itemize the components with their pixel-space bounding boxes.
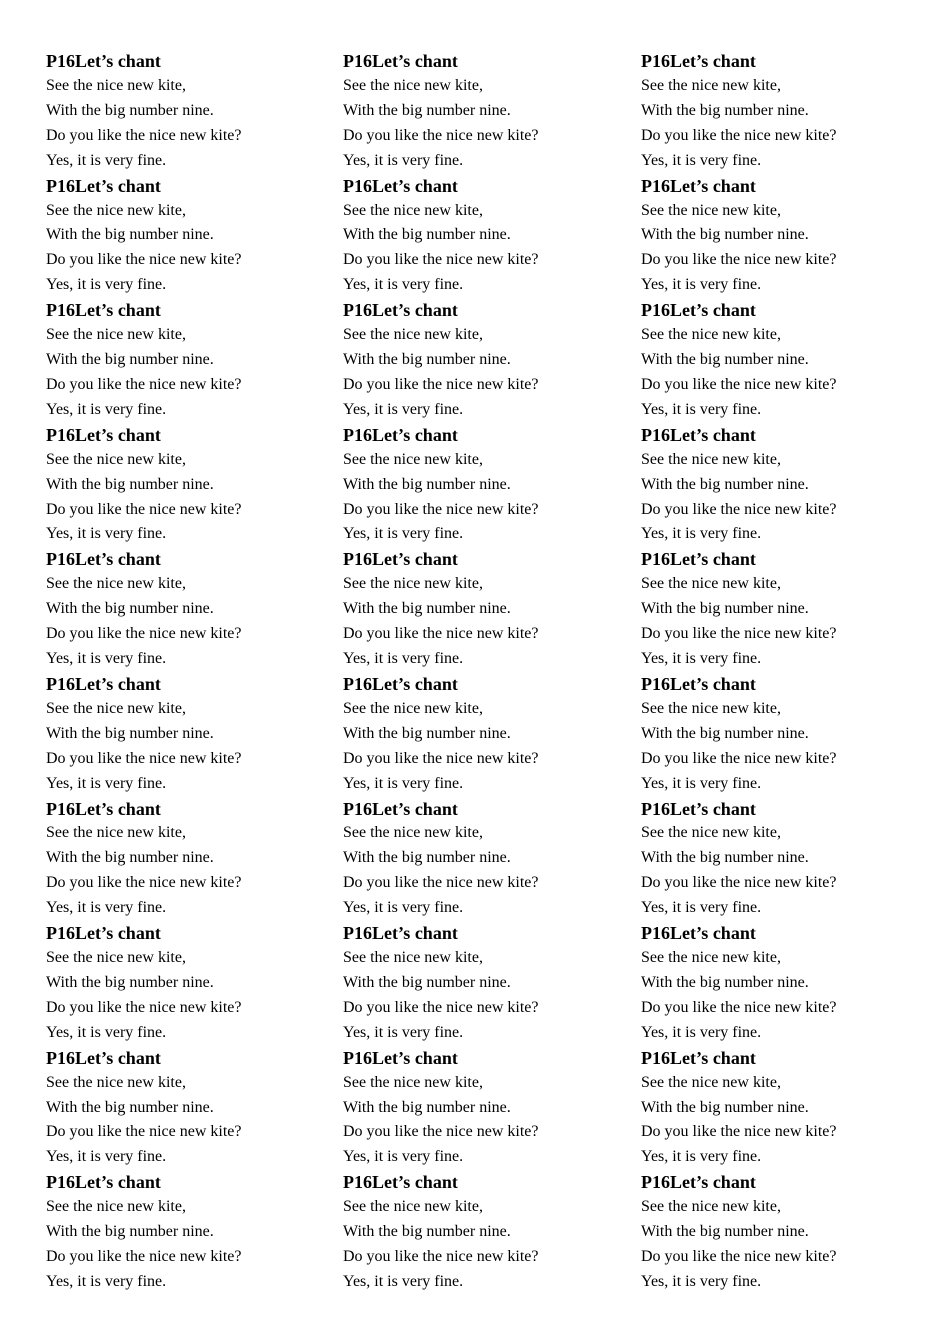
chant-line: See the nice new kite,: [641, 699, 781, 717]
chant-line: With the big number nine.: [343, 849, 511, 867]
chant-line: With the big number nine.: [641, 849, 809, 867]
chant-line: Do you like the nice new kite?: [46, 1123, 242, 1141]
chant-line: See the nice new kite,: [46, 201, 186, 219]
chant-title: P16Let’s chant: [641, 923, 756, 944]
chant-line: See the nice new kite,: [343, 1073, 483, 1091]
chant-row: [0, 423, 950, 548]
chant-line: Yes, it is very fine.: [641, 151, 762, 169]
chant-line: See the nice new kite,: [641, 824, 781, 842]
chant-title: P16Let’s chant: [46, 51, 161, 71]
chant-line: Do you like the nice new kite?: [46, 500, 242, 518]
chant-line: With the big number nine.: [343, 600, 511, 618]
chant-title: P16Let’s chant: [343, 1047, 458, 1068]
chant-line: Yes, it is very fine.: [641, 1148, 762, 1166]
chant-line: Do you like the nice new kite?: [641, 251, 837, 269]
chant-line: See the nice new kite,: [46, 699, 186, 717]
chant-block: [641, 797, 891, 922]
chant-line: Do you like the nice new kite?: [343, 749, 539, 767]
chant-line: Yes, it is very fine.: [641, 400, 762, 418]
chant-title: P16Let’s chant: [641, 175, 756, 196]
chant-line: See the nice new kite,: [641, 949, 781, 967]
chant-title: P16Let’s chant: [641, 673, 756, 694]
chant-block: [46, 1170, 343, 1295]
chant-block: [641, 174, 891, 299]
chant-block: [641, 298, 891, 423]
chant-line: With the big number nine.: [641, 600, 809, 618]
chant-title: P16Let’s chant: [343, 300, 458, 321]
chant-title: P16Let’s chant: [343, 424, 458, 445]
chant-title: P16Let’s chant: [343, 175, 458, 196]
chant-line: With the big number nine.: [343, 1223, 511, 1241]
chant-line: Do you like the nice new kite?: [46, 998, 242, 1016]
chant-row: [0, 672, 950, 797]
chant-line: See the nice new kite,: [46, 450, 186, 468]
chant-title: P16Let’s chant: [46, 1047, 161, 1068]
chant-line: See the nice new kite,: [641, 76, 781, 94]
chant-row: [0, 797, 950, 922]
chant-line: With the big number nine.: [46, 973, 214, 991]
chant-line: See the nice new kite,: [641, 326, 781, 344]
chant-line: With the big number nine.: [46, 351, 214, 368]
chant-line: Do you like the nice new kite?: [343, 998, 539, 1016]
chant-title: P16Let’s chant: [641, 1172, 756, 1193]
chant-block: [46, 174, 343, 299]
chant-block: [641, 423, 891, 548]
chant-line: With the big number nine.: [46, 101, 214, 119]
chant-line: See the nice new kite,: [46, 1198, 186, 1216]
chant-block: [343, 547, 641, 672]
chant-title: P16Let’s chant: [641, 549, 756, 570]
chant-block: [343, 174, 641, 299]
chant-title: P16Let’s chant: [641, 798, 756, 819]
chant-line: See the nice new kite,: [343, 450, 483, 468]
chant-row: [0, 298, 950, 423]
chant-line: Yes, it is very fine.: [641, 774, 762, 792]
chant-line: With the big number nine.: [641, 226, 809, 244]
chant-line: Do you like the nice new kite?: [46, 874, 242, 892]
chant-block: [46, 547, 343, 672]
chant-line: Yes, it is very fine.: [641, 899, 762, 917]
chant-line: Do you like the nice new kite?: [46, 251, 242, 269]
chant-line: Yes, it is very fine.: [46, 774, 167, 792]
chant-title: P16Let’s chant: [343, 549, 458, 570]
chant-line: With the big number nine.: [343, 226, 511, 244]
chant-line: With the big number nine.: [641, 101, 809, 119]
chant-block: [641, 547, 891, 672]
chant-line: Do you like the nice new kite?: [46, 749, 242, 767]
chant-line: Do you like the nice new kite?: [641, 1248, 837, 1266]
chant-title: P16Let’s chant: [46, 923, 161, 944]
chant-block: [46, 298, 343, 423]
chant-line: Do you like the nice new kite?: [641, 625, 837, 643]
chant-line: With the big number nine.: [343, 973, 511, 991]
chant-block: [641, 1170, 891, 1295]
chant-line: Yes, it is very fine.: [641, 276, 762, 294]
chant-line: With the big number nine.: [641, 973, 809, 991]
chant-block: [641, 921, 891, 1046]
chant-line: With the big number nine.: [641, 1223, 809, 1241]
chant-line: Yes, it is very fine.: [343, 774, 464, 792]
chant-line: With the big number nine.: [46, 849, 214, 867]
chant-title: P16Let’s chant: [343, 1172, 458, 1193]
chant-title: P16Let’s chant: [343, 673, 458, 694]
chant-title: P16Let’s chant: [46, 300, 161, 321]
chant-block: [641, 1046, 891, 1171]
chant-line: See the nice new kite,: [343, 575, 483, 593]
chant-line: Do you like the nice new kite?: [343, 375, 539, 393]
chant-line: See the nice new kite,: [641, 1073, 781, 1091]
chant-title: P16Let’s chant: [641, 424, 756, 445]
chant-line: With the big number nine.: [46, 724, 214, 742]
chant-row: [0, 49, 950, 174]
chant-title: P16Let’s chant: [46, 673, 161, 694]
chant-line: See the nice new kite,: [46, 949, 186, 967]
chant-line: See the nice new kite,: [46, 1073, 186, 1091]
chant-line: With the big number nine.: [46, 1098, 214, 1116]
chant-line: Do you like the nice new kite?: [343, 1248, 539, 1266]
chant-line: Do you like the nice new kite?: [343, 625, 539, 643]
chant-line: Do you like the nice new kite?: [343, 126, 539, 144]
chant-line: With the big number nine.: [641, 724, 809, 742]
chant-line: Yes, it is very fine.: [641, 1272, 762, 1290]
chant-block: [343, 423, 641, 548]
chant-line: With the big number nine.: [46, 1223, 214, 1241]
chant-title: P16Let’s chant: [46, 175, 161, 196]
chant-line: See the nice new kite,: [343, 201, 483, 219]
chant-line: Do you like the nice new kite?: [641, 500, 837, 518]
chant-line: Yes, it is very fine.: [343, 650, 464, 667]
chant-line: Do you like the nice new kite?: [641, 1123, 837, 1141]
chant-line: Yes, it is very fine.: [343, 1023, 464, 1041]
chant-line: Yes, it is very fine.: [641, 650, 762, 667]
chant-title: P16Let’s chant: [46, 798, 161, 819]
chant-line: Do you like the nice new kite?: [343, 874, 539, 892]
chant-row: [0, 921, 950, 1046]
chant-block: [343, 797, 641, 922]
chant-block: [46, 423, 343, 548]
chant-block: [46, 672, 343, 797]
chant-line: See the nice new kite,: [46, 575, 186, 593]
chant-line: See the nice new kite,: [343, 824, 483, 842]
chant-line: See the nice new kite,: [46, 326, 186, 344]
chant-title: P16Let’s chant: [343, 798, 458, 819]
chant-line: Yes, it is very fine.: [46, 525, 167, 543]
chant-line: Do you like the nice new kite?: [343, 500, 539, 518]
chant-line: Yes, it is very fine.: [641, 1023, 762, 1041]
chant-block: [46, 797, 343, 922]
chant-line: See the nice new kite,: [641, 201, 781, 219]
chant-line: See the nice new kite,: [46, 824, 186, 842]
chant-title: P16Let’s chant: [46, 549, 161, 570]
chant-line: See the nice new kite,: [46, 76, 186, 94]
chant-line: Yes, it is very fine.: [641, 525, 762, 543]
chant-row: [0, 174, 950, 299]
chant-line: Do you like the nice new kite?: [46, 126, 242, 144]
chant-line: Yes, it is very fine.: [46, 1272, 167, 1290]
chant-line: See the nice new kite,: [343, 949, 483, 967]
chant-line: See the nice new kite,: [641, 575, 781, 593]
chant-title: P16Let’s chant: [641, 1047, 756, 1068]
chant-title: P16Let’s chant: [46, 1172, 161, 1193]
chant-line: Yes, it is very fine.: [46, 1023, 167, 1041]
chant-block: [343, 672, 641, 797]
chant-line: Yes, it is very fine.: [46, 899, 167, 917]
chant-line: Yes, it is very fine.: [343, 525, 464, 543]
chant-line: With the big number nine.: [343, 101, 511, 119]
chant-block: [343, 921, 641, 1046]
chant-block: [641, 49, 891, 174]
chant-row: [0, 1170, 950, 1295]
chant-line: With the big number nine.: [46, 226, 214, 244]
chant-line: See the nice new kite,: [641, 450, 781, 468]
chant-line: With the big number nine.: [343, 351, 511, 368]
chant-line: Yes, it is very fine.: [343, 899, 464, 917]
chant-line: See the nice new kite,: [343, 1198, 483, 1216]
chant-line: With the big number nine.: [343, 724, 511, 742]
chant-block: [46, 1046, 343, 1171]
chant-block: [343, 49, 641, 174]
chant-line: Yes, it is very fine.: [343, 1148, 464, 1166]
chant-line: With the big number nine.: [46, 475, 214, 493]
chant-line: Do you like the nice new kite?: [46, 375, 242, 393]
chant-line: Yes, it is very fine.: [343, 276, 464, 294]
chant-line: Yes, it is very fine.: [46, 151, 167, 169]
chant-line: Do you like the nice new kite?: [46, 625, 242, 643]
chant-line: Do you like the nice new kite?: [641, 375, 837, 393]
chant-line: Yes, it is very fine.: [46, 276, 167, 294]
chant-line: Do you like the nice new kite?: [343, 1123, 539, 1141]
chant-line: With the big number nine.: [46, 600, 214, 618]
chant-line: With the big number nine.: [641, 475, 809, 493]
chant-block: [46, 49, 343, 174]
chant-title: P16Let’s chant: [343, 923, 458, 944]
chant-line: See the nice new kite,: [343, 76, 483, 94]
chant-block: [641, 672, 891, 797]
chant-title: P16Let’s chant: [641, 51, 756, 71]
chant-line: With the big number nine.: [343, 475, 511, 493]
chant-line: Do you like the nice new kite?: [343, 251, 539, 269]
chant-line: Yes, it is very fine.: [343, 400, 464, 418]
chant-line: See the nice new kite,: [641, 1198, 781, 1216]
chant-line: Yes, it is very fine.: [46, 400, 167, 418]
chant-line: Yes, it is very fine.: [343, 1272, 464, 1290]
chant-title: P16Let’s chant: [343, 51, 458, 71]
chant-block: [343, 1170, 641, 1295]
chant-line: Do you like the nice new kite?: [641, 749, 837, 767]
chant-line: With the big number nine.: [343, 1098, 511, 1116]
chant-line: See the nice new kite,: [343, 699, 483, 717]
chant-line: Yes, it is very fine.: [343, 151, 464, 169]
chant-line: Do you like the nice new kite?: [641, 998, 837, 1016]
chant-row: [0, 547, 950, 672]
chant-block: [46, 921, 343, 1046]
chant-line: Do you like the nice new kite?: [46, 1248, 242, 1266]
chant-line: Yes, it is very fine.: [46, 650, 167, 667]
chant-block: [343, 298, 641, 423]
document-page: [0, 49, 950, 1295]
chant-line: Do you like the nice new kite?: [641, 874, 837, 892]
chant-title: P16Let’s chant: [46, 424, 161, 445]
chant-line: Yes, it is very fine.: [46, 1148, 167, 1166]
chant-row: [0, 1046, 950, 1171]
chant-line: See the nice new kite,: [343, 326, 483, 344]
chant-block: [343, 1046, 641, 1171]
chant-line: With the big number nine.: [641, 1098, 809, 1116]
chant-title: P16Let’s chant: [641, 300, 756, 321]
chant-line: With the big number nine.: [641, 351, 809, 368]
chant-line: Do you like the nice new kite?: [641, 126, 837, 144]
